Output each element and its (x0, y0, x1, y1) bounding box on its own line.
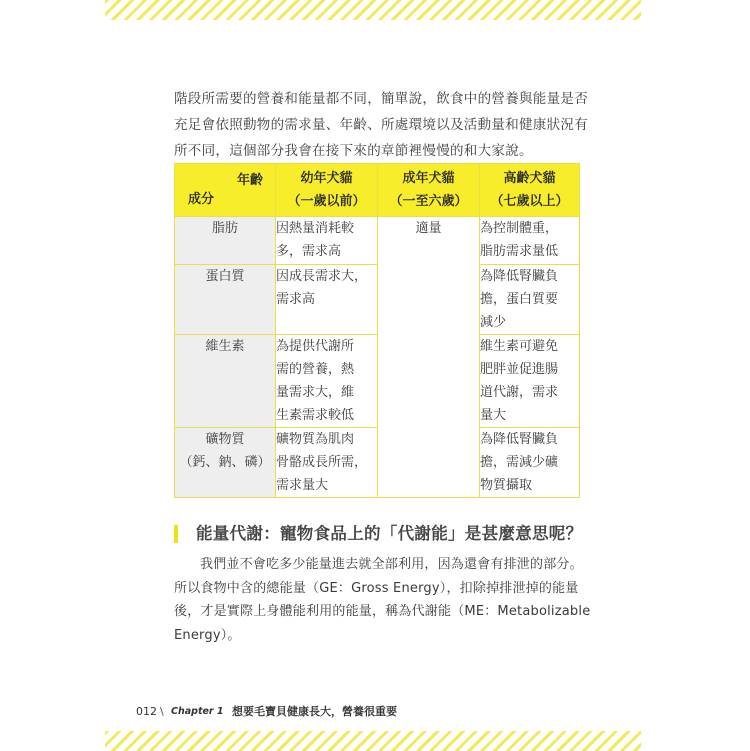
bottom-decorative-stripe (105, 731, 641, 751)
chapter-label: Chapter 1 (171, 706, 224, 717)
row-label-subtext: （鈣、鈉、磷） (179, 455, 271, 470)
table-row-fat (175, 217, 580, 265)
body-line: 後，才是實際上身體能利用的能量，稱為代謝能（ME：Metabolizable (174, 604, 591, 619)
cell-line: 維生素可避免 (480, 339, 559, 354)
cell-line: 擔，蛋白質要 (480, 292, 559, 307)
cell-line: 因成長需求大， (276, 269, 368, 284)
cell-line: 需求高 (276, 292, 316, 307)
component-header-label: 成分 (188, 192, 215, 207)
top-decorative-stripe (105, 0, 641, 20)
nutrition-by-age-table (174, 163, 580, 498)
cell-line: 為降低腎臟負 (480, 269, 559, 284)
cell-line: 為控制體重， (480, 221, 559, 236)
cell-line: 道代謝，需求 (480, 385, 559, 400)
section-title: 能量代謝：寵物食品上的「代謝能」是甚麼意思呢？ (196, 524, 583, 543)
body-line: Energy）。 (174, 627, 241, 643)
page-number: 012 (136, 705, 157, 718)
section-marker-bar (174, 525, 178, 543)
intro-line: 所不同，這個部分我會在接下來的章節裡慢慢的和大家說。 (174, 143, 533, 159)
table-row-protein (175, 265, 580, 335)
page-footer (136, 703, 556, 721)
cell-line: 需求量大 (276, 478, 329, 493)
cell-line: 因熱量消耗較 (276, 221, 355, 236)
cell-senior-vitamin (480, 335, 580, 428)
cell-senior-fat (480, 217, 580, 265)
row-label-text: 礦物質 (205, 432, 245, 447)
cell-line: 擔，需減少礦 (480, 455, 559, 470)
cell-line: 礦物質為肌肉 (276, 432, 355, 447)
cell-senior-mineral (480, 428, 580, 498)
table-header-row (175, 164, 580, 217)
chapter-title: 想要毛寶貝健康長大，營養很重要 (232, 705, 397, 718)
cell-young-protein (276, 265, 378, 335)
table-row-mineral (175, 428, 580, 498)
column-header-line: 幼年犬貓 (300, 171, 353, 186)
cell-young-vitamin (276, 335, 378, 428)
age-header-label: 年齡 (236, 173, 263, 188)
row-label-text: 維生素 (205, 339, 245, 354)
section-heading (174, 520, 594, 548)
cell-line: 物質攝取 (480, 478, 533, 493)
cell-line: 骨骼成長所需， (276, 455, 368, 470)
row-label-mineral (175, 428, 276, 498)
cell-line: 肥胖並促進腸 (480, 362, 559, 377)
cell-senior-protein (480, 265, 580, 335)
adult-value-text: 適量 (415, 221, 442, 236)
intro-line: 階段所需要的營養和能量都不同，簡單說，飲食中的營養與能量是否 (174, 91, 588, 107)
cell-young-fat (276, 217, 378, 265)
column-header-senior (480, 164, 580, 217)
body-line: 我們並不會吃多少能量進去就全部利用，因為還會有排泄的部分。 (200, 557, 583, 572)
row-label-vitamin (175, 335, 276, 428)
body-line: 所以食物中含的總能量（GE：Gross Energy），扣除掉排泄掉的能量 (174, 580, 579, 596)
cell-line: 減少 (480, 315, 507, 330)
column-header-line: （一至六歲） (389, 194, 468, 209)
body-paragraph (174, 553, 591, 647)
cell-adult-merged (378, 217, 480, 498)
cell-young-mineral (276, 428, 378, 498)
cell-line: 為提供代謝所 (276, 339, 355, 354)
cell-line: 量需求大，維 (276, 385, 355, 400)
column-header-adult (378, 164, 480, 217)
column-header-line: 高齡犬貓 (503, 171, 556, 186)
row-label-text: 脂肪 (211, 221, 238, 236)
cell-line: 需的營養，熱 (276, 362, 355, 377)
column-header-line: 成年犬貓 (402, 171, 455, 186)
table-row-vitamin (175, 335, 580, 428)
row-label-fat (175, 217, 276, 265)
column-header-line: （一歲以前） (287, 194, 366, 209)
column-header-young (276, 164, 378, 217)
cell-line: 脂肪需求量低 (480, 244, 559, 259)
cell-line: 量大 (480, 408, 507, 423)
cell-line: 生素需求較低 (276, 408, 355, 423)
row-label-text: 蛋白質 (205, 269, 245, 284)
table-corner-header (175, 164, 276, 217)
slash-divider-icon: \ (160, 705, 164, 718)
intro-line: 充足會依照動物的需求量、年齡、所處環境以及活動量和健康狀況有 (174, 117, 588, 133)
column-header-line: （七歲以上） (490, 194, 569, 209)
cell-line: 多，需求高 (276, 244, 342, 259)
intro-paragraph (174, 86, 588, 164)
cell-line: 為降低腎臟負 (480, 432, 559, 447)
row-label-protein (175, 265, 276, 335)
